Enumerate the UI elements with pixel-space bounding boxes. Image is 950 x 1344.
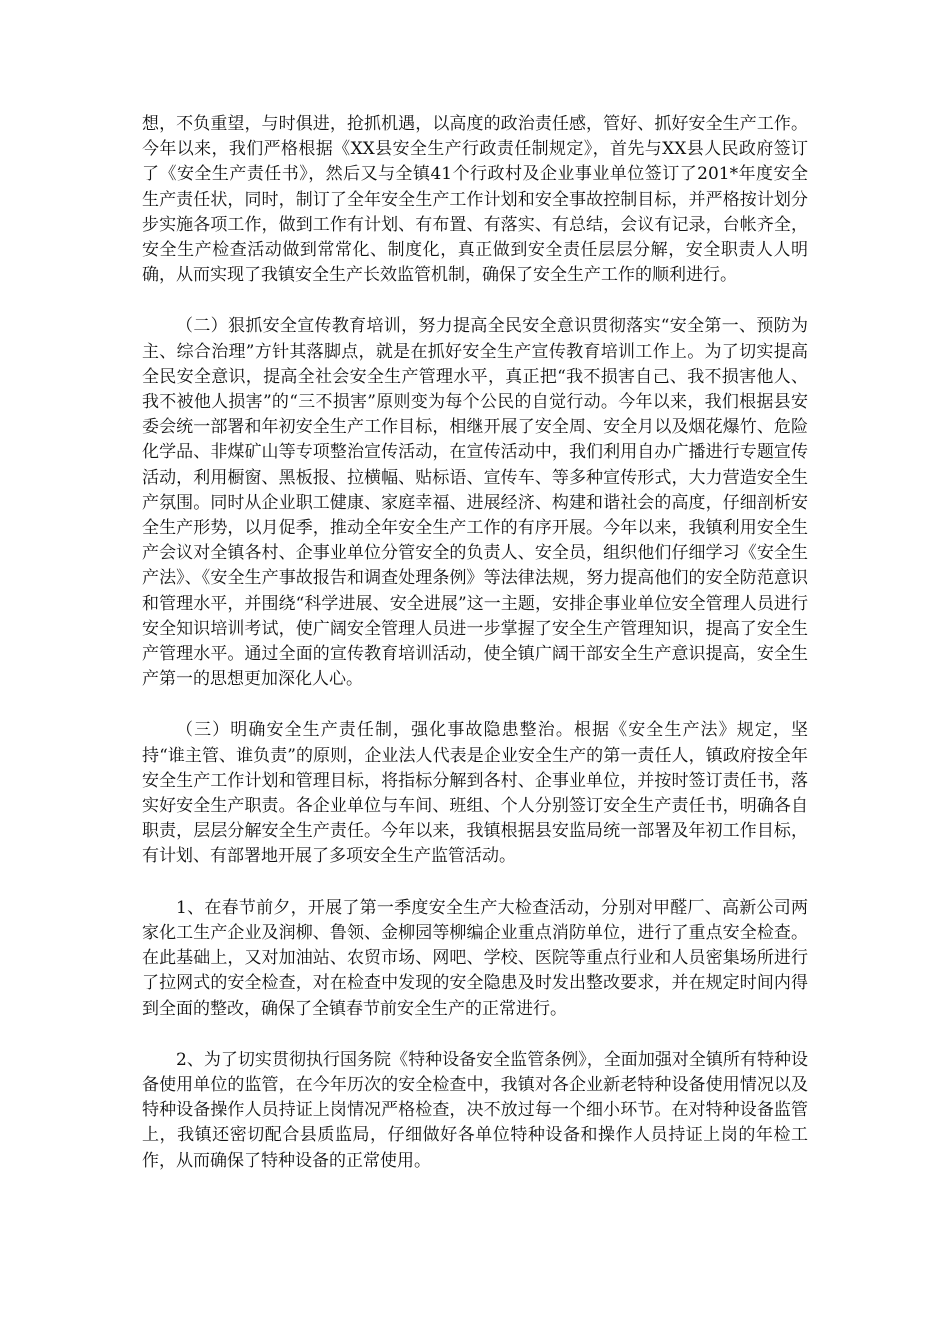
paragraph-section-3-responsibility: （三）明确安全生产责任制，强化事故隐患整治。根据《安全生产法》规定，坚持“谁主管、谁负责”的原则，企业法人代表是企业安全生产的第一责任人，镇政府按全年安全生产工作计划和管理目标，将指标分解到各村、企事业单位，并按时签订责任书，落实好安全生产职责。各企业单位与车间、班组、个人分别签订安全生产责任书，明确各自职责，层层分解安全生产责任。今年以来，我镇根据县安监局统一部署及年初工作目标，有计划、有部署地开展了多项安全生产监管活动。 [142,720,808,867]
document-body [142,112,808,1200]
paragraph-item-2-special-equipment: 2、为了切实贯彻执行国务院《特种设备安全监管条例》，全面加强对全镇所有特种设备使用单位的监管，在今年历次的安全检查中，我镇对各企业新老特种设备使用情况以及特种设备操作人员持证上岗情况严格检查，决不放过每一个细小环节。在对特种设备监管上，我镇还密切配合县质监局，仔细做好各单位特种设备和操作人员持证上岗的年检工作，从而确保了特种设备的正常使用。 [142,1049,808,1171]
paragraph-item-1-spring-festival: 1、在春节前夕，开展了第一季度安全生产大检查活动，分别对甲醛厂、高新公司两家化工生产企业及润柳、鲁领、金柳园等柳编企业重点消防单位，进行了重点安全检查。在此基础上，又对加油站、农贸市场、网吧、学校、医院等重点行业和人员密集场所进行了拉网式的安全检查，对在检查中发现的安全隐患及时发出整改要求，并在规定时间内得到全面的整改，确保了全镇春节前安全生产的正常进行。 [142,897,808,1019]
paragraph-continuation: 想，不负重望，与时俱进，抢抓机遇，以高度的政治责任感，管好、抓好安全生产工作。今年以来，我们严格根据《XX县安全生产行政责任制规定》，首先与XX县人民政府签订了《安全生产责任书》，然后又与全镇41个行政村及企业事业单位签订了201*年度安全生产责任状，同时，制订了全年安全生产工作计划和安全事故控制目标，并严格按计划分步实施各项工作，做到工作有计划、有布置、有落实、有总结，会议有记录，台帐齐全，安全生产检查活动做到常常化、制度化，真正做到安全责任层层分解，安全职责人人明确，从而实现了我镇安全生产长效监管机制，确保了安全生产工作的顺利进行。 [142,114,808,286]
paragraph-section-2-publicity: （二）狠抓安全宣传教育培训，努力提高全民安全意识贯彻落实“安全第一、预防为主、综合治理”方针其落脚点，就是在抓好安全生产宣传教育培训工作上。为了切实提高全民安全意识，提高全社会安全生产管理水平，真正把“我不损害自己、我不损害他人、我不被他人损害”的“三不损害”原则变为每个公民的自觉行动。今年以来，我们根据县安委会统一部署和年初安全生产工作目标，相继开展了安全周、安全月以及烟花爆竹、危险化学品、非煤矿山等专项整治宣传活动，在宣传活动中，我们利用自办广播进行专题宣传活动，利用橱窗、黑板报、拉横幅、贴标语、宣传车、等多种宣传形式，大力营造安全生产氛围。同时从企业职工健康、家庭幸福、进展经济、构建和谐社会的高度，仔细剖析安全生产形势，以月促季，推动全年安全生产工作的有序开展。今年以来，我镇利用安全生产会议对全镇各村、企事业单位分管安全的负责人、安全员，组织他们仔细学习《安全生产法》、《安全生产事故报告和调查处理条例》等法律法规，努力提高他们的安全防范意识和管理水平，并围绕“科学进展、安全进展”这一主题，安排企事业单位安全管理人员进行安全知识培训考试，使广阔安全管理人员进一步掌握了安全生产管理知识，提高了安全生产管理水平。通过全面的宣传教育培训活动，使全镇广阔干部安全生产意识提高，安全生产第一的思想更加深化人心。 [142,316,808,690]
